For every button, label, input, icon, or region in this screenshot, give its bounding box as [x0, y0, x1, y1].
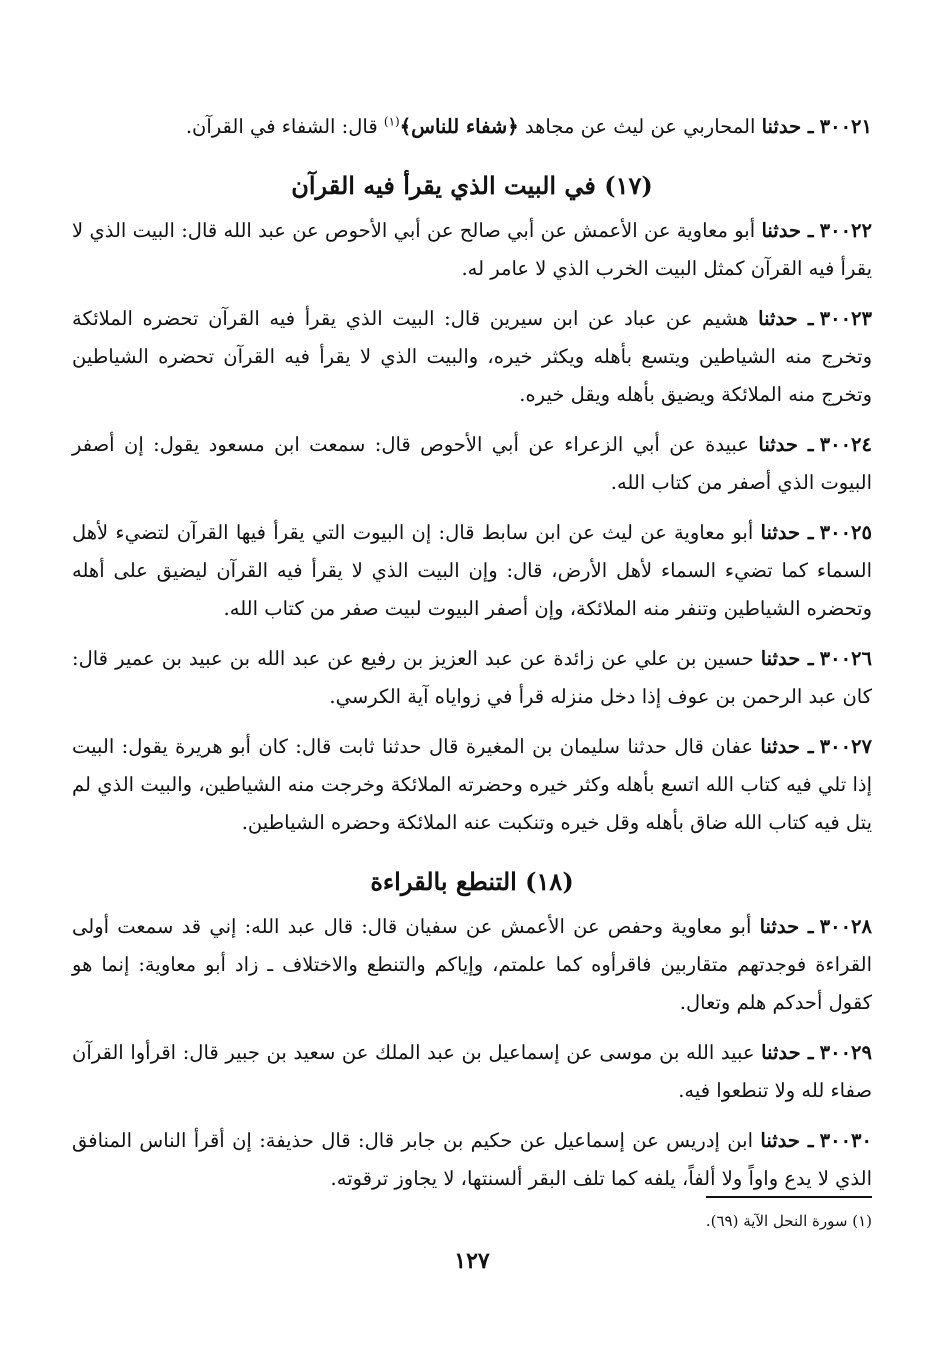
footnote: (١) سورة النحل الآية (٦٩). [705, 1212, 872, 1230]
entry-lead: ـ حدثنا [761, 115, 814, 138]
entry-text: هشيم عن عباد عن ابن سيرين قال: البيت الذي يقرأ فيه القرآن تحضره الملائكة وتخرج منه الشياطين ويتسع بأهله ويكثر خيره، والبيت الذي لا يقرأ فيه القرآن تحضره الشياطين وتخرج منه الملائكة ويضيق بأهله ويقل خيره. [72, 307, 872, 406]
entry-text-tail: قال: الشفاء في القرآن. [185, 115, 384, 138]
entry-number: ٣٠٠٢٩ [819, 1041, 872, 1064]
hadith-entry [72, 514, 872, 628]
entry-text: عبيد الله بن موسى عن إسماعيل بن عبد الملك عن سعيد بن جبير قال: اقرأوا القرآن صفاء لله ولا تنطعوا فيه. [72, 1041, 872, 1102]
entry-number: ٣٠٠٢٧ [819, 735, 872, 758]
page-number: ١٢٧ [454, 1248, 490, 1274]
section-heading: (١٧) في البيت الذي يقرأ فيه القرآن [291, 171, 653, 200]
section-heading: (١٨) التنطع بالقراءة [370, 867, 574, 896]
entry-number: ٣٠٠٢٣ [819, 307, 873, 330]
entry-text: عبيدة عن أبي الزعراء عن أبي الأحوص قال: سمعت ابن مسعود يقول: إن أصفر البيوت الذي أصفر من كتاب الله. [72, 433, 872, 494]
entry-lead: ـ حدثنا [761, 1041, 814, 1064]
entry-lead: ـ حدثنا [759, 915, 814, 938]
hadith-entry [72, 1034, 872, 1110]
entry-lead: ـ حدثنا [760, 735, 814, 758]
entry-number: ٣٠٠٢٥ [819, 521, 872, 544]
entry-text: عفان قال حدثنا سليمان بن المغيرة قال حدثنا ثابت قال: كان أبو هريرة يقول: البيت إذا تلي فيه كتاب الله اتسع بأهله وكثر خيره وحضرته الملائكة وخرجت منه الشياطين، والبيت الذي لم يتل فيه كتاب الله ضاق بأهله وقل خيره وتنكبت عنه الملائكة وحضره الشياطين. [72, 735, 872, 834]
hadith-entry [72, 300, 872, 414]
entry-number: ٣٠٠٢١ [819, 115, 872, 138]
entry-lead: ـ حدثنا [758, 307, 814, 330]
entry-lead: ـ حدثنا [758, 433, 814, 456]
entry-text: أبو معاوية عن ليث عن ابن سابط قال: إن البيوت التي يقرأ فيها القرآن لتضيء لأهل السماء كما تضيء السماء لأهل الأرض، قال: وإن البيت الذي لا يقرأ فيه القرآن ليضيق على أهله وتحضره الشياطين وتنفر منه الملائكة، وإن أصفر البيوت لبيت صفر من كتاب الله. [72, 521, 872, 620]
hadith-entry [72, 212, 872, 288]
hadith-entry [72, 108, 872, 146]
footnote-divider [706, 1196, 872, 1198]
entry-lead: ـ حدثنا [760, 647, 814, 670]
entry-text: المحاربي عن ليث عن مجاهد [518, 115, 762, 138]
entry-number: ٣٠٠٢٦ [819, 647, 872, 670]
entry-number: ٣٠٠٣٠ [819, 1129, 872, 1152]
hadith-entry [72, 426, 872, 502]
entry-text: أبو معاوية وحفص عن الأعمش عن سفيان قال: قال عبد الله: إني قد سمعت أولى القراءة فوجدتهم متقاربين فاقرأوه كما علمتم، وإياكم والتنطع والاختلاف ـ زاد أبو معاوية: إنما هو كقول أحدكم هلم وتعال. [72, 915, 872, 1014]
hadith-entry [72, 640, 872, 716]
entry-number: ٣٠٠٢٤ [819, 433, 873, 456]
entry-text: أبو معاوية عن الأعمش عن أبي صالح عن أبي الأحوص عن عبد الله قال: البيت الذي لا يقرأ فيه القرآن كمثل البيت الخرب الذي لا عامر له. [72, 219, 872, 280]
entry-number: ٣٠٠٢٨ [819, 915, 872, 938]
entry-text: حسين بن علي عن زائدة عن عبد العزيز بن رفيع عن عبد الله بن عبيد بن عمير قال: كان عبد الرحمن بن عوف إذا دخل منزله قرأ في زواياه آية الكرسي. [72, 647, 872, 708]
hadith-entry [72, 728, 872, 842]
footnote-reference: (١) [383, 114, 400, 129]
hadith-entry [72, 1122, 872, 1198]
entry-lead: ـ حدثنا [760, 521, 814, 544]
entry-lead: ـ حدثنا [760, 1129, 814, 1152]
entry-number: ٣٠٠٢٢ [819, 219, 872, 242]
quran-quote: ﴿شفاء للناس﴾ [399, 115, 519, 138]
hadith-entry [72, 908, 872, 1022]
entry-text: ابن إدريس عن إسماعيل عن حكيم بن جابر قال: قال حذيفة: إن أقرأ الناس المنافق الذي لا يدع واواً ولا ألفاً، يلفه كما تلف البقر ألسنتها، لا يجاوز ترقوته. [72, 1129, 872, 1190]
entry-lead: ـ حدثنا [761, 219, 814, 242]
